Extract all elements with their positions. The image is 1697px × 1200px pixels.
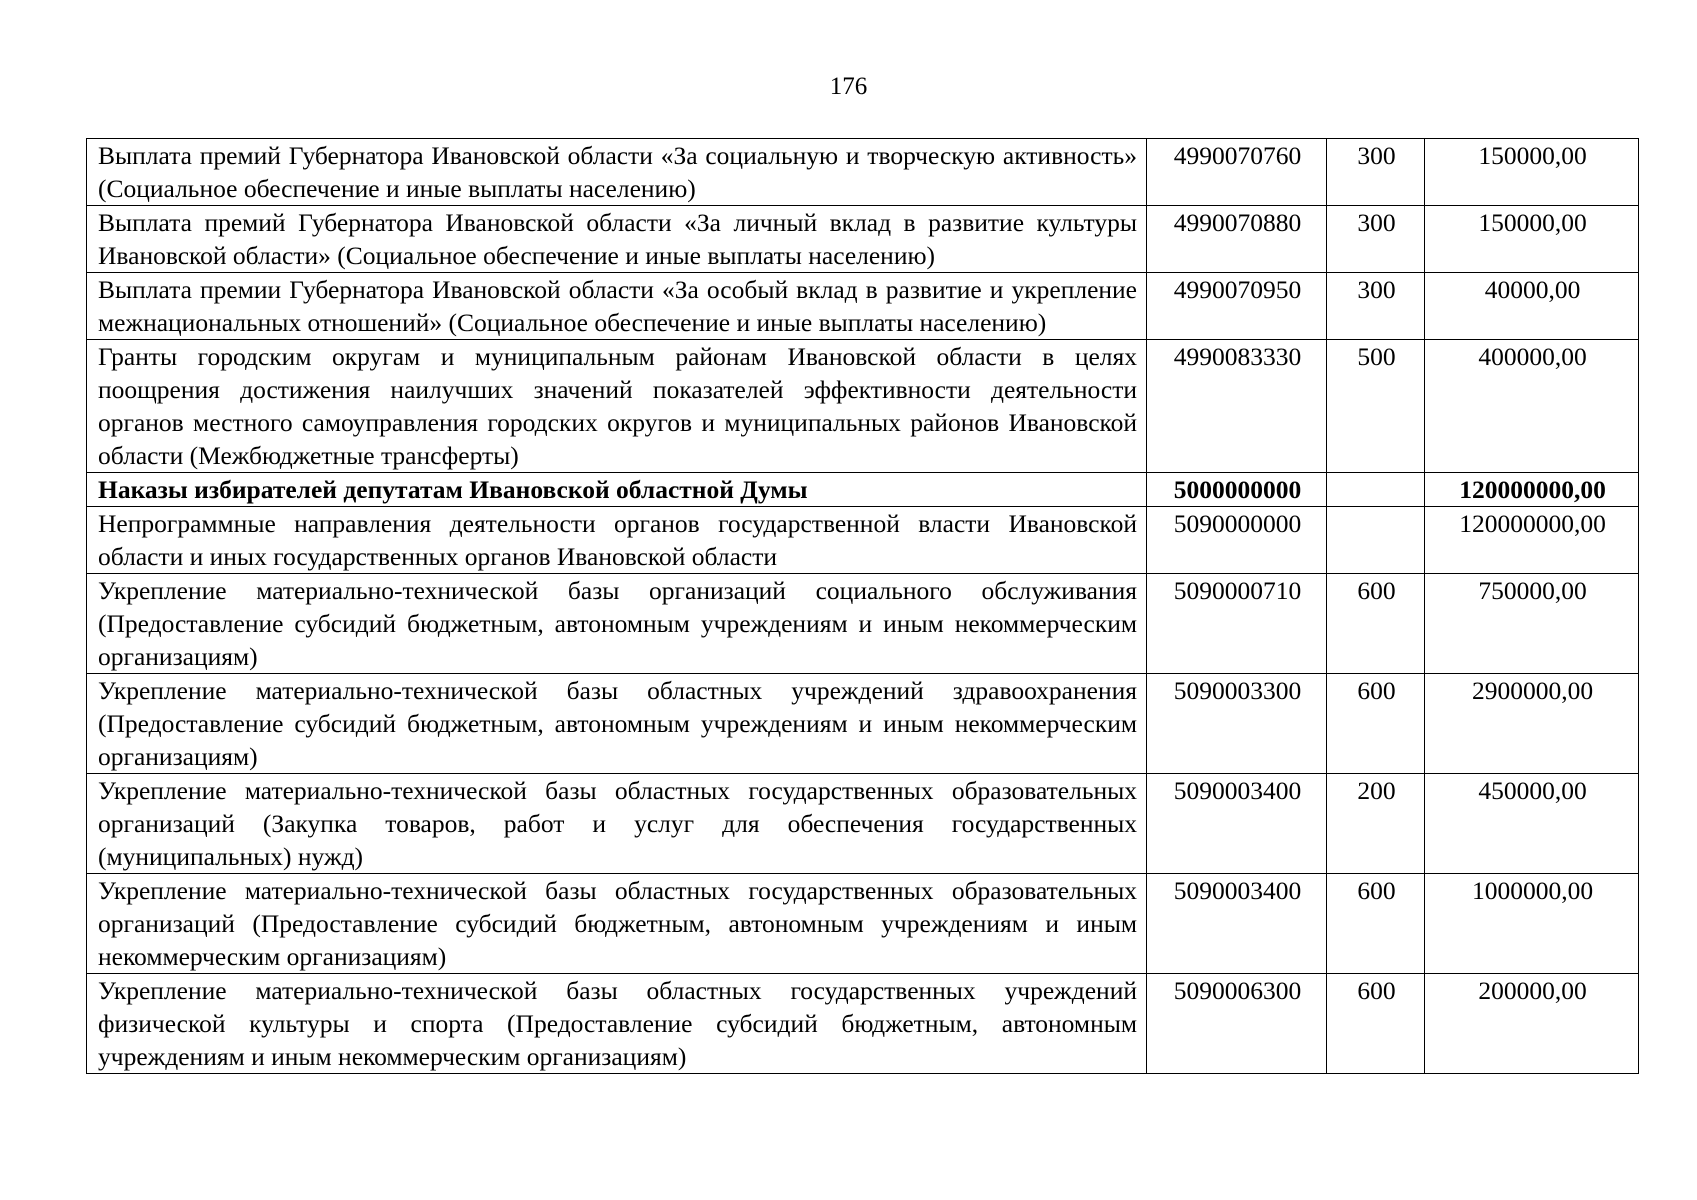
row-amount: 1000000,00 <box>1425 874 1639 974</box>
row-target-code: 5090003400 <box>1147 774 1327 874</box>
row-description: Укрепление материально-технической базы областных государственных образовательных организаций (Закупка товаров, работ и услуг для обеспечения государственных (муниципальных) нужд) <box>87 774 1147 874</box>
row-expense-type: 600 <box>1327 674 1425 774</box>
row-expense-type <box>1327 473 1425 507</box>
row-amount: 400000,00 <box>1425 340 1639 473</box>
table-row <box>87 340 1639 473</box>
row-expense-type: 300 <box>1327 273 1425 340</box>
row-expense-type: 600 <box>1327 574 1425 674</box>
row-description: Наказы избирателей депутатам Ивановской областной Думы <box>87 473 1147 507</box>
row-target-code: 4990070880 <box>1147 206 1327 273</box>
row-expense-type <box>1327 507 1425 574</box>
row-amount: 120000000,00 <box>1425 473 1639 507</box>
table-row <box>87 206 1639 273</box>
row-expense-type: 600 <box>1327 874 1425 974</box>
table-row <box>87 874 1639 974</box>
row-target-code: 5090003400 <box>1147 874 1327 974</box>
row-target-code: 4990070950 <box>1147 273 1327 340</box>
row-description: Непрограммные направления деятельности органов государственной власти Ивановской области и иных государственных органов Ивановской области <box>87 507 1147 574</box>
table-row <box>87 273 1639 340</box>
row-description: Выплата премий Губернатора Ивановской области «За социальную и творческую активность» (Социальное обеспечение и иные выплаты населению) <box>87 139 1147 206</box>
row-description: Укрепление материально-технической базы областных государственных учреждений физической культуры и спорта (Предоставление субсидий бюджетным, автономным учреждениям и иным некоммерческим организациям) <box>87 974 1147 1074</box>
table-row <box>87 974 1639 1074</box>
budget-table-body <box>87 139 1639 1074</box>
row-target-code: 5090003300 <box>1147 674 1327 774</box>
table-row <box>87 774 1639 874</box>
row-expense-type: 500 <box>1327 340 1425 473</box>
row-amount: 150000,00 <box>1425 139 1639 206</box>
row-amount: 40000,00 <box>1425 273 1639 340</box>
table-row <box>87 473 1639 507</box>
row-amount: 150000,00 <box>1425 206 1639 273</box>
row-description: Укрепление материально-технической базы областных государственных образовательных организаций (Предоставление субсидий бюджетным, автономным учреждениям и иным некоммерческим организациям) <box>87 874 1147 974</box>
row-target-code: 5000000000 <box>1147 473 1327 507</box>
row-amount: 200000,00 <box>1425 974 1639 1074</box>
row-amount: 120000000,00 <box>1425 507 1639 574</box>
row-amount: 750000,00 <box>1425 574 1639 674</box>
table-row <box>87 139 1639 206</box>
row-target-code: 5090000000 <box>1147 507 1327 574</box>
table-row <box>87 674 1639 774</box>
row-target-code: 4990083330 <box>1147 340 1327 473</box>
table-row <box>87 574 1639 674</box>
row-amount: 2900000,00 <box>1425 674 1639 774</box>
row-description: Выплата премии Губернатора Ивановской области «За особый вклад в развитие и укрепление межнациональных отношений» (Социальное обеспечение и иные выплаты населению) <box>87 273 1147 340</box>
row-expense-type: 200 <box>1327 774 1425 874</box>
row-target-code: 5090006300 <box>1147 974 1327 1074</box>
row-expense-type: 300 <box>1327 206 1425 273</box>
row-description: Укрепление материально-технической базы областных учреждений здравоохранения (Предоставление субсидий бюджетным, автономным учреждениям и иным некоммерческим организациям) <box>87 674 1147 774</box>
page-number: 176 <box>829 73 868 100</box>
row-description: Гранты городским округам и муниципальным районам Ивановской области в целях поощрения достижения наилучших значений показателей эффективности деятельности органов местного самоуправления городских округов и муниципальных районов Ивановской области (Межбюджетные трансферты) <box>87 340 1147 473</box>
row-target-code: 5090000710 <box>1147 574 1327 674</box>
budget-table <box>86 138 1639 1074</box>
row-description: Выплата премий Губернатора Ивановской области «За личный вклад в развитие культуры Ивановской области» (Социальное обеспечение и иные выплаты населению) <box>87 206 1147 273</box>
row-target-code: 4990070760 <box>1147 139 1327 206</box>
table-row <box>87 507 1639 574</box>
row-amount: 450000,00 <box>1425 774 1639 874</box>
row-expense-type: 600 <box>1327 974 1425 1074</box>
row-description: Укрепление материально-технической базы организаций социального обслуживания (Предоставление субсидий бюджетным, автономным учреждениям и иным некоммерческим организациям) <box>87 574 1147 674</box>
row-expense-type: 300 <box>1327 139 1425 206</box>
